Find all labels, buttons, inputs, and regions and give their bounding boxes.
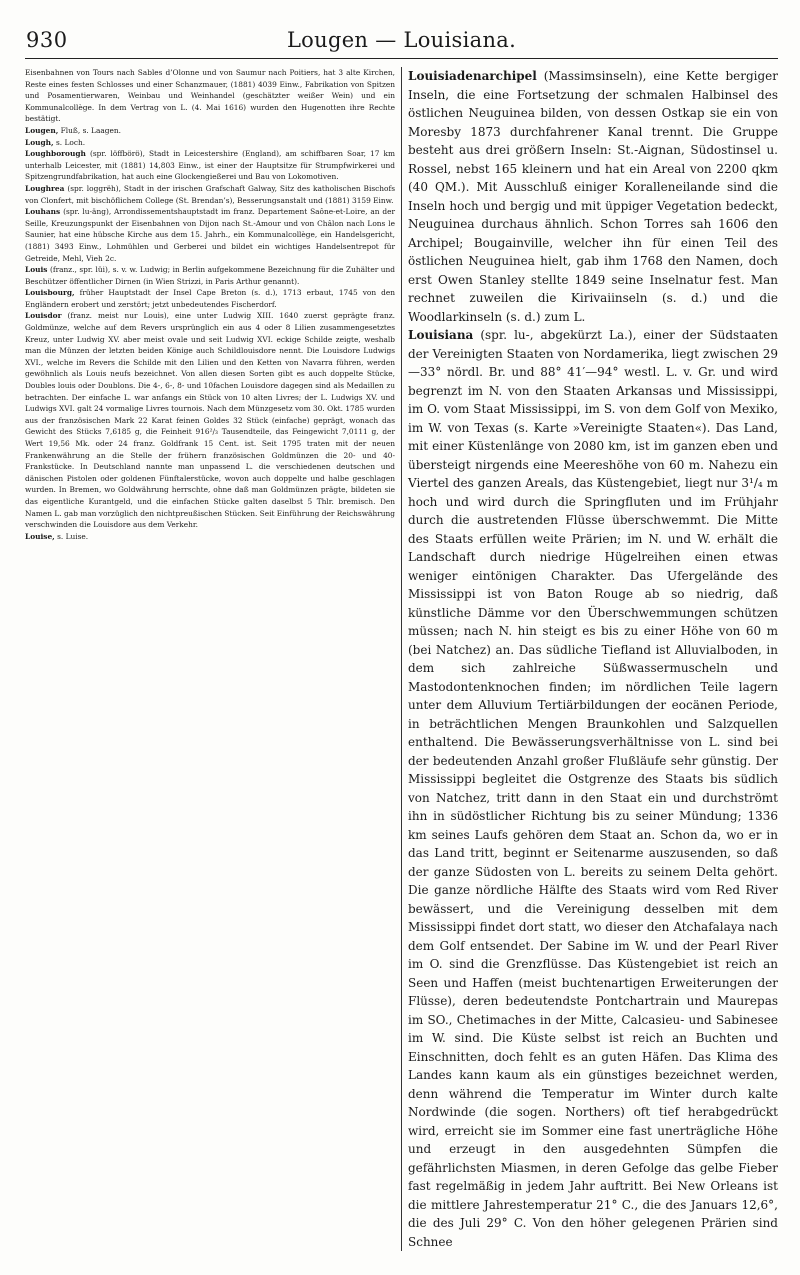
entry-text: (spr. loggrëh), Stadt in der irischen Grafschaft Galway, Sitz des katholischen Bischofs von Clonfert, mit bischöflichem College (St. Brendan’s), Besserungsanstalt und (1881) 3159 Einw. [25, 183, 395, 205]
entry [25, 310, 395, 530]
entry-text: (franz. meist nur Louis), eine unter Ludwig XIII. 1640 zuerst geprägte franz. Goldmünze, welche auf dem Revers ursprünglich ein aus 4 oder 8 Lilien zusammengesetztes Kreuz, unter Ludwig XV. aber meist ovale und seit Ludwig XVI. eckige Schilde zeigte, weshalb man die Münzen der letzten beiden Könige auch Schildlouisdore nennt. Die Louisdore Ludwigs XVI., welche im Revers die Schilde mit den Lilien und den Ketten von Navarra führen, werden gewöhnlich als Louis neufs bezeichnet. Von allen diesen Sorten gibt es auch doppelte Stücke, Doubles louis oder Doublons. Die 4-, 6-, 8- und 10fachen Louisdore dagegen sind als Medaillen zu betrachten. Der einfache L. war anfangs ein Stück von 10 alten Livres; der L. Ludwigs XV. und Ludwigs XVI. galt 24 vormalige Livres tournois. Nach dem Münzgesetz vom 30. Okt. 1785 wurden aus der französischen Mark 22 Karat feinen Goldes 32 Stück (einfache) geprägt, wonach das Gewicht des Stücks 7,6185 g, die Feinheit 916²/₃ Tausendteile, das Feingewicht 7,0111 g, der Wert 19,56 Mk. oder 24 franz. Goldfrank 15 Cent. ist. Seit 1795 traten mit der neuen Frankenwährung an die Stelle der frühern französischen Goldmünzen die 20- und 40-Frankstücke. In Deutschland nannte man unpassend L. die verschiedenen deutschen und dänischen Pistolen oder goldenen Fünftalerstücke, wovon auch doppelte und halbe geschlagen wurden. In Bremen, wo Goldwährung herrschte, ohne daß man Goldmünzen prägte, bildeten sie das eigentliche Kurantgeld, und die einfachen Stücke galten daselbst 5 Thlr. bremisch. Den Namen L. gab man vorzüglich den nichtpreußischen Stücken. Seit Einführung der Reichswährung verschwinden die Louisdore aus dem Verkehr. [25, 311, 395, 530]
entry-headword: Loughrea [25, 183, 65, 193]
entry [25, 206, 395, 264]
right-column [408, 67, 778, 1251]
entry-headword: Louise, [25, 531, 55, 541]
left-column [25, 67, 395, 1251]
entry-headword: Loughborough [25, 149, 86, 159]
entry-text: s. Luise. [54, 531, 89, 541]
entry-text: (franz., spr. lüi), s. v. w. Ludwig; in Berlin aufgekommene Bezeichnung für die Zuhälter und Beschützer öffentlicher Dirnen (in Wien Strizzi, in Paris Arthur genannt). [25, 265, 395, 286]
entry-text: (spr. lu-äng), Arrondissementshauptstadt im franz. Departement Saône-et-Loire, an der Seille, Kreuzungspunkt der Eisenbahnen von Dijon nach St.-Amour und von Châlon nach Lons le Saunier, hat eine hübsche Kirche aus dem 15. Jahrh., ein Kommunalcollège, ein Handelsgericht, (1881) 3493 Einw., Lohmühlen und Gerberei und bildet ein wichtiges Handelsentrepot für Getreide, Mehl, Vieh 2c. [25, 207, 395, 263]
entry-headword: Louis [25, 265, 48, 275]
entry [25, 264, 395, 287]
entry-headword: Louisdor [25, 311, 62, 321]
entry-headword: Lough, [25, 137, 54, 147]
page-number: 930 [26, 28, 68, 52]
entry [408, 326, 778, 1251]
entry-text: s. Loch. [53, 137, 86, 147]
entry [25, 148, 395, 183]
entry-headword: Louisbourg, [25, 288, 75, 298]
entry-headword: Louisiadenarchipel [408, 69, 537, 83]
entry-headword: Lougen, [25, 125, 59, 135]
entry [25, 183, 395, 206]
column-divider [401, 67, 402, 1251]
entry-text: Fluß, s. Laagen. [58, 125, 121, 135]
page-header [25, 0, 778, 59]
entry [25, 67, 395, 125]
entry [408, 67, 778, 326]
entry-text: (spr. lu-, abgekürzt La.), einer der Südstaaten der Vereinigten Staaten von Nordamerika, liegt zwischen 29—33° nördl. Br. und 88° 41′—94° westl. L. v. Gr. und wird begrenzt im N. von den Staaten Arkansas und Mississippi, im O. vom Staat Mississippi, im S. von dem Golf von Mexiko, im W. von Texas (s. Karte »Vereinigte Staaten«). Das Land, mit einer Küstenlänge von 2080 km, ist im ganzen eben und übersteigt nirgends eine Meereshöhe von 60 m. Nahezu ein Viertel des ganzen Areals, das Küstengebiet, liegt nur 3¹/₄ m hoch und wird durch die Springfluten und im Frühjahr durch die austretenden Flüsse überschwemmt. Die Mitte des Staats erfüllen weite Prärien; im N. und W. erhält die Landschaft durch niedrige Hügelreihen einen etwas weniger eintönigen Charakter. Das Ufergelände des Mississippi ist von Baton Rouge ab so niedrig, daß künstliche Dämme vor den Überschwemmungen schützen müssen; nach N. hin steigt es bis zu einer Höhe von 60 m (bei Natchez) an. Das südliche Tiefland ist Alluvialboden, in dem sich zahlreiche Süßwassermuscheln und Mastodontenknochen finden; im nördlichen Teile lagern unter dem Alluvium Tertiärbildungen der eocänen Periode, in beträchtlichen Mengen Braunkohlen und Salzquellen enthaltend. Die Bewässerungsverhältnisse von L. sind bei der bedeutenden Anzahl großer Flußläufe sehr günstig. Der Mississippi begleitet die Ostgrenze des Staats bis südlich von Natchez, tritt dann in den Staat ein und durchströmt ihn in südöstlicher Richtung bis zu seiner Mündung; 1336 km seines Laufs gehören dem Staat an. Schon da, wo er in das Land tritt, beginnt er Seitenarme auszusenden, so daß der ganze Südosten von L. bereits zu seinem Delta gehört. Die ganze nördliche Hälfte des Staats wird vom Red River bewässert, und die Vereinigung desselben mit dem Mississippi findet dort statt, wo dieser den Atchafalaya nach dem Golf entsendet. Der Sabine im W. und der Pearl River im O. sind die Grenzflüsse. Das Küstengebiet ist reich an Seen und Haffen (meist buchtenartigen Erweiterungen der Flüsse), deren bedeutendste Pontchartrain und Maurepas im SO., Chetimaches in der Mitte, Calcasieu- und Sabinesee im W. sind. Die Küste selbst ist reich an Buchten und Einschnitten, doch fehlt es an guten Häfen. Das Klima des Landes kann kaum als ein günstiges bezeichnet werden, denn während die Temperatur im Winter durch kalte Nordwinde (die sogen. Northers) oft tief herabgedrückt wird, erreicht sie im Sommer eine fast unerträgliche Höhe und erzeugt in den ausgedehnten Sümpfen die gefährlichsten Miasmen, in deren Gefolge das gelbe Fieber fast regelmäßig in jedem Jahr auftritt. Bei New Orleans ist die mittlere Jahrestemperatur 21° C., die des Januars 12,6°, die des Juli 29° C. Von den höher gelegenen Prärien sind Schnee [408, 328, 778, 1249]
running-title: Lougen — Louisiana. [286, 28, 517, 52]
entry-text: Eisenbahnen von Tours nach Sables d’Olonne und von Saumur nach Poitiers, hat 3 alte Kirchen, Reste eines festen Schlosses und einer Schanzmauer, (1881) 4039 Einw., Fabrikation von Spitzen und Posamentierwaren, Weinbau und Weinhandel (geschätzter weißer Wein) und ein Kommunalcollège. In dem Vertrag von L. (4. Mai 1616) wurden den Hugenotten ihre Rechte bestätigt. [25, 68, 395, 124]
entry [25, 125, 395, 137]
entry [25, 531, 395, 543]
entry-text: früher Hauptstadt der Insel Cape Breton (s. d.), 1713 erbaut, 1745 von den Engländern erobert und zerstört; jetzt unbedeutendes Fischerdorf. [25, 288, 395, 309]
entry [25, 287, 395, 310]
entry-text: (spr. löffbörö), Stadt in Leicestershire (England), am schiffbaren Soar, 17 km unterhalb Leicester, mit (1881) 14,803 Einw., ist einer der Hauptsitze für Strumpfwirkerei und Spitzengrundfabrikation, hat auch eine Glockengießerei und Bau von Lokomotiven. [25, 149, 395, 182]
entry-text: (Massimsinseln), eine Kette bergiger Inseln, die eine Fortsetzung der schmalen Halbinsel des östlichen Neuguinea bilden, von dessen Ostkap sie ein von Moresby 1873 durchfahrener Kanal trennt. Die Gruppe besteht aus drei größern Inseln: St.-Aignan, Südostinsel u. Rossel, nebst 165 kleinern und hat ein Areal von 2200 qkm (40 QM.). Mit Ausschluß einiger Koralleneilande sind die Inseln hoch und bergig und mit üppiger Vegetation bedeckt, Neuguinea durchaus ähnlich. Schon Torres sah 1606 den Archipel; Bougainville, welcher ihn für einen Teil des östlichen Neuguinea hielt, gab ihm 1768 den Namen, doch erst Owen Stanley stellte 1849 seine Inselnatur fest. Man rechnet zuweilen die Kirivaiinseln (s. d.) und die Woodlarkinseln (s. d.) zum L. [408, 69, 778, 324]
entry-headword: Louhans [25, 207, 61, 217]
entry-headword: Louisiana [408, 328, 474, 342]
entry [25, 137, 395, 149]
text-columns [25, 67, 778, 1251]
